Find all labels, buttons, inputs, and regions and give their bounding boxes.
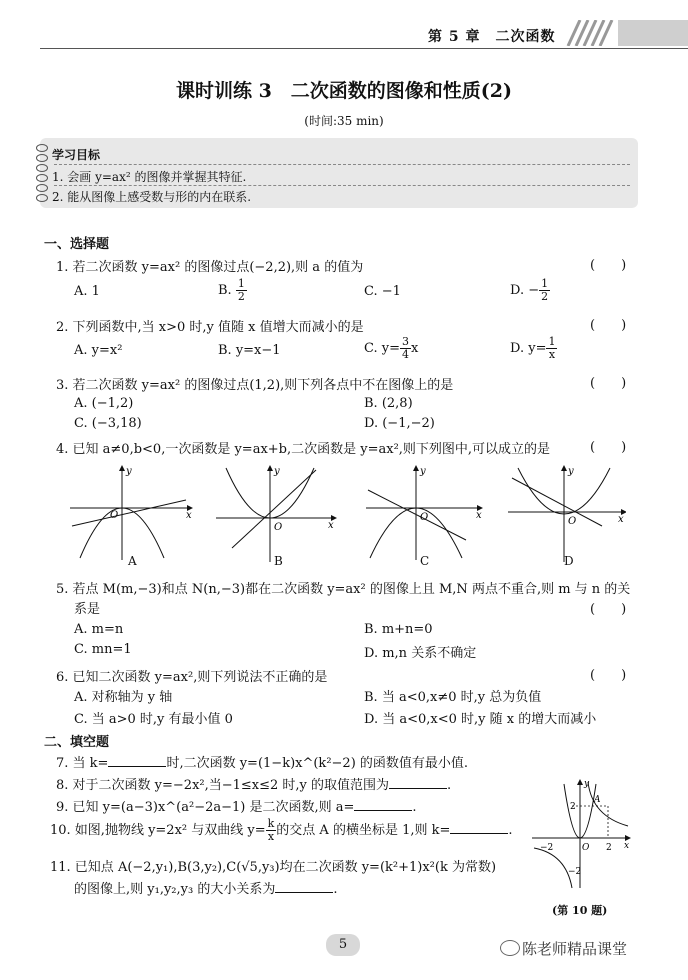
answer-paren: ( ): [590, 258, 627, 273]
q1-option-d: D. − $\frac{1}{2}$: [510, 277, 549, 303]
question-10: 10. 如图,抛物线 y=2x² 与双曲线 y= $\frac{k}{x}$ 的交点 A 的横坐标是 1,则 k= .: [50, 817, 513, 843]
spiral-ring-icon: [36, 184, 48, 192]
watermark: 陈老师精品课堂: [522, 940, 628, 958]
goal-item: 2. 能从图像上感受数与形的内在联系.: [52, 190, 252, 204]
spiral-ring-icon: [36, 174, 48, 182]
graph-label-c: C: [420, 554, 430, 568]
q1-option-b: B. $\frac{1}{2}$: [218, 277, 245, 303]
header-stripes-decoration: [560, 20, 688, 46]
q6-option-a: A. 对称轴为 y 轴: [74, 690, 173, 705]
axis-y-label: y: [420, 466, 426, 477]
question-11: 11. 已知点 A(−2,y₁),B(3,y₂),C(√5,y₃)均在二次函数 y=(k²+1)x²(k 为常数): [50, 860, 497, 875]
goal-item: 1. 会画 y=ax² 的图像并掌握其特征.: [52, 170, 247, 184]
q5-option-d: D. m,n 关系不确定: [364, 646, 477, 661]
axis-x-label: x: [476, 510, 482, 521]
page-title: 课时训练 3 二次函数的图像和性质(2): [175, 80, 513, 102]
axis-x-label: x: [186, 510, 192, 521]
question-11-cont: 的图像上,则 y₁,y₂,y₃ 的大小关系为 .: [74, 882, 338, 897]
figure-10-caption: (第 10 题): [552, 904, 608, 917]
answer-paren: ( ): [590, 602, 627, 617]
origin-label: O: [420, 512, 429, 523]
question-1: 1. 若二次函数 y=ax² 的图像过点(−2,2),则 a 的值为: [56, 260, 364, 275]
section-heading-choice: 一、选择题: [44, 237, 110, 252]
fig10-tick: −2: [568, 867, 582, 877]
spiral-ring-icon: [36, 144, 48, 152]
question-5: 5. 若点 M(m,−3)和点 N(n,−3)都在二次函数 y=ax² 的图像上且 M,N 两点不重合,则 m 与 n 的关: [56, 582, 631, 597]
spiral-ring-icon: [36, 194, 48, 202]
answer-blank: [450, 821, 508, 834]
question-2: 2. 下列函数中,当 x>0 时,y 值随 x 值增大而减小的是: [56, 320, 364, 335]
axis-x-label: x: [328, 520, 334, 531]
question-9: 9. 已知 y=(a−3)x^(a²−2a−1) 是二次函数,则 a= .: [56, 800, 417, 815]
axis-y-label: y: [568, 466, 574, 477]
spiral-ring-icon: [36, 154, 48, 162]
header-rule: [40, 48, 688, 49]
question-3: 3. 若二次函数 y=ax² 的图像过点(1,2),则下列各点中不在图像上的是: [56, 378, 454, 393]
q3-option-c: C. (−3,18): [74, 416, 142, 431]
question-8: 8. 对于二次函数 y=−2x²,当−1≤x≤2 时,y 的取值范围为 .: [56, 778, 452, 793]
answer-paren: ( ): [590, 318, 627, 333]
graph-label-d: D: [564, 554, 574, 568]
answer-paren: ( ): [590, 440, 627, 455]
origin-label: O: [110, 510, 119, 521]
axis-x-label: x: [618, 514, 624, 525]
fig10-axis-x: x: [624, 841, 630, 851]
page-number: 5: [326, 934, 360, 956]
goals-divider: [54, 164, 630, 165]
fig10-tick: −2: [540, 843, 554, 853]
answer-blank: [108, 754, 166, 767]
q1-option-c: C. −1: [364, 284, 401, 299]
fig10-point-a: A: [594, 795, 601, 805]
question-4: 4. 已知 a≠0,b<0,一次函数是 y=ax+b,二次函数是 y=ax²,则下列图中,可以成立的是: [56, 442, 551, 457]
q5-option-c: C. mn=1: [74, 642, 132, 657]
fig10-tick: 2: [606, 843, 612, 853]
wechat-icon: [500, 940, 520, 956]
answer-paren: ( ): [590, 668, 627, 683]
q5-option-a: A. m=n: [74, 622, 124, 637]
origin-label: O: [274, 522, 283, 533]
answer-paren: ( ): [590, 376, 627, 391]
answer-blank: [354, 798, 412, 811]
axis-y-label: y: [126, 466, 132, 477]
chapter-header: 第 5 章 二次函数: [428, 29, 556, 45]
goals-divider: [54, 185, 630, 186]
goals-heading: 学习目标: [52, 148, 101, 162]
q2-option-d: D. y= $\frac{1}{x}$: [510, 335, 556, 361]
graph-a: [70, 466, 192, 560]
q1-option-a: A. 1: [74, 284, 100, 299]
graph-d: [508, 466, 626, 562]
answer-blank: [389, 776, 447, 789]
q2-option-a: A. y=x²: [74, 343, 123, 358]
graph-label-b: B: [274, 554, 283, 568]
question-7: 7. 当 k= 时,二次函数 y=(1−k)x^(k²−2) 的函数值有最小值.: [56, 756, 469, 771]
q5-option-b: B. m+n=0: [364, 622, 433, 637]
q3-option-d: D. (−1,−2): [364, 416, 435, 431]
fig10-axis-y: y: [584, 779, 590, 789]
figure-10: [528, 776, 634, 892]
q6-option-b: B. 当 a<0,x≠0 时,y 总为负值: [364, 690, 542, 705]
q3-option-b: B. (2,8): [364, 396, 413, 411]
q3-option-a: A. (−1,2): [74, 396, 134, 411]
q2-option-c: C. y= $\frac{3}{4}$ x: [364, 335, 419, 361]
graph-b: [216, 466, 336, 562]
spiral-ring-icon: [36, 164, 48, 172]
q2-option-b: B. y=x−1: [218, 343, 281, 358]
origin-label: O: [568, 516, 577, 527]
answer-blank: [275, 880, 333, 893]
graph-label-a: A: [128, 554, 137, 568]
question-6: 6. 已知二次函数 y=ax²,则下列说法不正确的是: [56, 670, 328, 685]
q6-option-c: C. 当 a>0 时,y 有最小值 0: [74, 712, 233, 727]
time-note: (时间:35 min): [304, 114, 384, 128]
fig10-tick: 2: [570, 802, 576, 812]
fig10-origin: O: [582, 843, 590, 853]
axis-y-label: y: [274, 466, 280, 477]
section-heading-fill: 二、填空题: [44, 735, 110, 750]
question-5-cont: 系是: [74, 602, 101, 617]
q4-graphs: [66, 460, 626, 570]
q6-option-d: D. 当 a<0,x<0 时,y 随 x 的增大而减小: [364, 712, 597, 727]
